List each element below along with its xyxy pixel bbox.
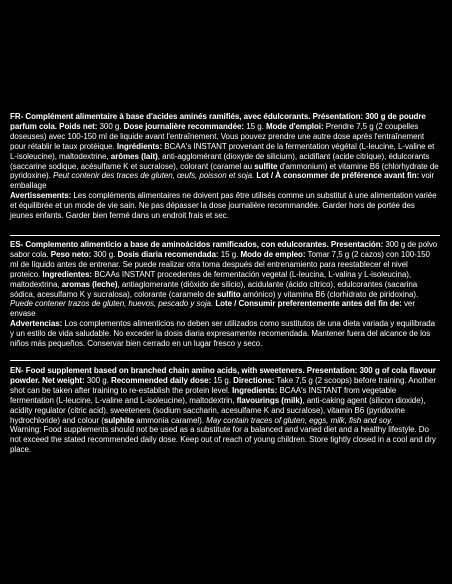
fr-net-value: 300 g. <box>99 121 122 131</box>
fr-ingredients-part1: BCAA's INSTANT provenant de la fermentation végétal (L-leucine, L-valine et L-isoleucine), maltodextrine, <box>10 141 435 161</box>
fr-ingredients-sulfite: sulfite <box>254 161 278 171</box>
en-ingredients-part2: , anti-caking agent (silicon dioxide), acidity regulator (citric acid), sweeteners (sodium saccharin, acesulfame K and sucralose), vitamin B6 (pyridoxine hydrochloride) and colour ( <box>10 395 426 425</box>
es-lot-label: Lote / Consumir preferentemente antes del fin de: <box>215 299 402 309</box>
label-section-en <box>10 366 440 455</box>
fr-mode-text: Prendre 7,5 g (2 coupelles doseuses) avec 100-150 ml de liquide avant l'entraînement. Vous pouvez prendre une autre dose après l'entraînement pour rétablir le taux protéique. <box>10 121 425 151</box>
es-ingredients-label: Ingredientes: <box>42 269 93 279</box>
es-ingredients-sulfite: sulfito <box>217 289 241 299</box>
en-ingredients-label: Ingredients: <box>232 385 278 395</box>
fr-net-label: Poids net: <box>59 121 98 131</box>
es-warning <box>10 319 440 349</box>
fr-dose-value: 15 g. <box>246 121 264 131</box>
en-warning-text: Food supplements should not be used as a substitute for a balanced and varied diet and a healthy lifestyle. Do not exceed the stated recommended daily dose. Keep out of reach of young children. Store tightly closed in a cool and dry place. <box>10 425 436 455</box>
es-dose-value: 15 g. <box>220 249 239 259</box>
fr-ingredients-part2: , anti-agglomérant (dioxyde de silicium), acidifiant (acide citrique), édulcorants (saccarine sodique, acésulfame K et sucralose), colorant (caramel au <box>10 151 430 171</box>
en-ingredients-allergen: flavourings (milk) <box>236 395 303 405</box>
en-paragraph <box>10 366 440 425</box>
fr-lot-label: Lot / À consommer de préférence avant fin: <box>256 171 420 181</box>
en-net-value: 300 g. <box>86 375 109 385</box>
fr-warning-text: Les compléments alimentaires ne doivent pas être utilisés comme un substitut à une alimentation variée et équilibrée et un mode de vie sain. Ne pas dépasser la dose journalière recommandée. Garder hors de portée des jeunes enfants. Garder bien fermé dans un endroit frais et sec. <box>10 191 437 221</box>
en-title: EN- Food supplement based on branched chain amino acids, with sweeteners. Presentation: 300 g of cola flavour powder. <box>10 366 436 385</box>
fr-lot-value: voir emballage <box>10 171 435 191</box>
en-ingredients-part3: ammonia caramel). <box>136 415 204 425</box>
label-section-es <box>10 240 440 349</box>
es-paragraph <box>10 240 440 319</box>
es-lot-value: ver envase <box>10 299 415 319</box>
fr-title-cont: poudre parfum cola. <box>10 112 426 131</box>
es-net-value: 300 g. <box>93 249 116 259</box>
en-traces: May contain traces of gluten, eggs, milk, fish and soy. <box>206 415 393 425</box>
en-ingredients-sulfite: sulphite <box>103 415 135 425</box>
es-traces: Puede contener trazos de gluten, huevos, pescado y soja. <box>10 299 214 309</box>
section-divider-2 <box>10 360 440 361</box>
es-mode-label: Modo de empleo: <box>240 249 306 259</box>
es-net-label: Peso neto: <box>50 249 92 259</box>
es-warning-text: Los complementos alimenticios no deben ser utilizados como sustitutos de una dieta variada y equilibrada y un estilo de vida saludable. No exceder la dosis diaria expresamente recomendada. Mantener fuera del alcance de los niños más pequeños. Conservar bien cerrado en un lugar fresco y seco. <box>10 319 436 349</box>
es-dose-label: Dosis diaria recomendada: <box>117 249 219 259</box>
en-dose-label: Recommended daily dose: <box>110 375 212 385</box>
es-ingredients-part1: BCAAs INSTANT procedentes de fermentación vegetal (L-leucina, L-valina y L-isoleucina), maltodextrina, <box>10 269 412 289</box>
fr-title: FR- Complément alimentaire à base d'acides aminés ramifiés, avec édulcorants. Présentation: 300 g de <box>10 112 397 121</box>
en-dose-value: 15 g. <box>213 375 231 385</box>
en-mode-text: Take 7,5 g (2 scoops) before training. Another shot can be taken after training to re-establish the protein level. <box>10 375 436 395</box>
label-section-fr <box>10 112 440 221</box>
en-mode-label: Directions: <box>233 375 275 385</box>
en-ingredients-part1: BCAA's INSTANT from vegetable fermentation (L-leucine, L-valine and L-isoleucine), maltodextrin, <box>10 385 397 405</box>
es-title: ES- Complemento alimenticio a base de aminoácidos ramificados, con edulcorantes. Presentación: <box>10 240 384 249</box>
en-warning-label: Warning: <box>10 425 42 435</box>
fr-ingredients-label: Ingrédients: <box>116 141 163 151</box>
fr-mode-label: Mode d'emploi: <box>265 121 324 131</box>
es-ingredients-part2: , antiaglomerante (dióxido de silicio), acidulante (ácido cítrico), edulcorantes (sacarina sódica, acesulfamo K y sucralosa), colorante (caramelo de <box>10 279 418 299</box>
es-title-cont: 300 g de polvo sabor cola. <box>10 240 438 259</box>
section-divider-1 <box>10 235 440 236</box>
en-net-label: Net weight: <box>42 375 85 385</box>
fr-warning <box>10 191 440 221</box>
fr-paragraph <box>10 112 440 191</box>
fr-ingredients-part3: d'ammonium) et vitamine B6 (chlorhydrate de pyridoxine). <box>10 161 439 181</box>
fr-dose-label: Dose journalière recommandée: <box>123 121 245 131</box>
es-ingredients-part3: amónico) y vitamina B6 (clorhidrato de piridoxina). <box>242 289 419 299</box>
fr-warning-label: Avertissements: <box>10 191 72 201</box>
es-warning-label: Advertencias: <box>10 319 63 329</box>
en-warning <box>10 425 440 455</box>
fr-traces: Peut contenir des traces de gluten, œufs, poisson et soja. <box>52 171 255 181</box>
fr-ingredients-allergen: arômes (lait) <box>110 151 158 161</box>
es-mode-text: Tomar 7,5 g (2 cazos) con 100-150 ml de líquido antes de entrenar. Se puede realizar otra toma después del entrenamiento para reestablecer el nivel proteico. <box>10 249 430 279</box>
es-ingredients-allergen: aromas (leche) <box>61 279 118 289</box>
